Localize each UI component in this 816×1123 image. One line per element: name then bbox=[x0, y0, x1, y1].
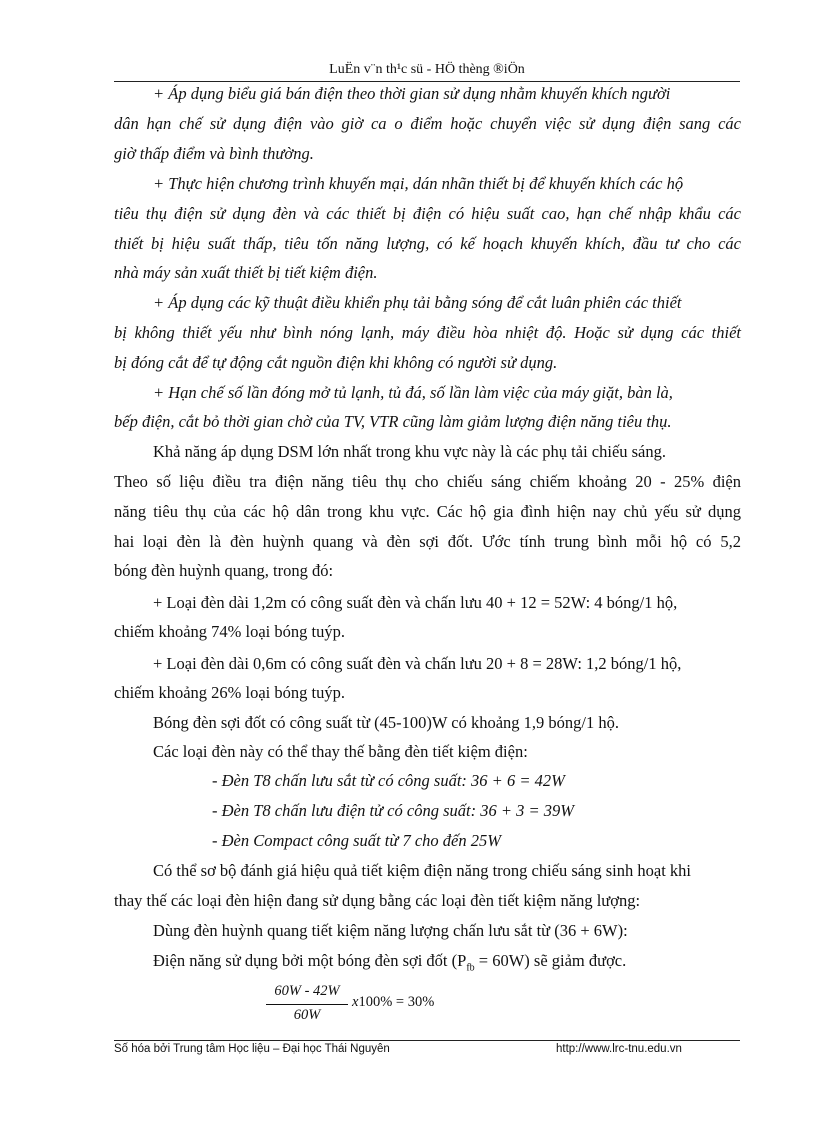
bullet-time-of-use-tariff: + Áp dụng biểu giá bán điện theo thời gian sử dụng nhằm khuyến khích người bbox=[153, 84, 671, 103]
body-line: bị không thiết yếu như bình nóng lạnh, máy điều hòa nhiệt độ. Hoặc sử dụng các thiết bbox=[114, 323, 741, 342]
body-line: bị đóng cắt để tự động cắt nguồn điện khi không có người sử dụng. bbox=[114, 353, 558, 372]
body-line: tiêu thụ điện sử dụng đèn và các thiết bị điện có hiệu suất cao, hạn chế nhập khẩu các bbox=[114, 204, 741, 223]
body-line: Theo số liệu điều tra điện năng tiêu thụ cho chiếu sáng chiếm khoảng 20 - 25% điện bbox=[114, 472, 741, 491]
footer-rule bbox=[114, 1040, 740, 1041]
body-line-incandescent-power: Điện năng sử dụng bởi một bóng đèn sợi đốt $(P_{fb} = 60W)$ sẽ giảm được. bbox=[153, 951, 627, 974]
bullet-lamp-1-2m: + Loại đèn dài 1,2m có công suất đèn và chấn lưu 40 + 12 = 52W: 4 bóng/1 hộ, bbox=[153, 593, 678, 612]
formula-numerator: 60W - 42W bbox=[274, 983, 340, 999]
body-line: giờ thấp điểm và bình thường. bbox=[114, 144, 314, 163]
bullet-promotion-program: + Thực hiện chương trình khuyến mại, dán nhãn thiết bị để khuyến khích các hộ bbox=[153, 174, 684, 193]
body-line: năng tiêu thụ của các hộ dân trong khu vực. Các hộ gia đình hiện nay chủ yếu sử dụng bbox=[114, 502, 741, 521]
formula-result: x100% = 30% bbox=[352, 994, 435, 1010]
body-line: bếp điện, cắt bỏ thời gian chờ của TV, VTR cũng làm giảm lượng điện năng tiêu thụ. bbox=[114, 412, 672, 431]
formula-denominator: 60W bbox=[293, 1007, 321, 1023]
footer-source: Số hóa bởi Trung tâm Học liệu – Đại học Thái Nguyên bbox=[114, 1043, 390, 1055]
bullet-load-control: + Áp dụng các kỹ thuật điều khiển phụ tải bằng sóng để cắt luân phiên các thiết bbox=[153, 293, 682, 312]
paragraph-dsm-lighting: Khả năng áp dụng DSM lớn nhất trong khu vực này là các phụ tải chiếu sáng. bbox=[153, 442, 667, 461]
list-item-t8-electronic: - Đèn T8 chấn lưu điện tử có công suất: 36 + 3 = 39W bbox=[212, 801, 574, 820]
bullet-limit-appliance-use: + Hạn chế số lần đóng mở tủ lạnh, tủ đá, số lần làm việc của máy giặt, bàn là, bbox=[153, 383, 673, 402]
bullet-lamp-0-6m: + Loại đèn dài 0,6m có công suất đèn và chấn lưu 20 + 8 = 28W: 1,2 bóng/1 hộ, bbox=[153, 654, 682, 673]
paragraph-efficiency: Có thể sơ bộ đánh giá hiệu quả tiết kiệm điện năng trong chiếu sáng sinh hoạt khi bbox=[153, 861, 691, 880]
body-line: chiếm khoảng 26% loại bóng tuýp. bbox=[114, 683, 345, 702]
running-header: LuËn v¨n th¹c sü - HÖ thèng ®iÖn bbox=[329, 62, 525, 77]
body-line: Bóng đèn sợi đốt có công suất từ (45-100)W có khoảng 1,9 bóng/1 hộ. bbox=[153, 713, 620, 732]
fraction-bar bbox=[266, 1004, 348, 1005]
body-line: Các loại đèn này có thể thay thế bằng đèn tiết kiệm điện: bbox=[153, 742, 528, 761]
body-line: Dùng đèn huỳnh quang tiết kiệm năng lượng chấn lưu sắt từ (36 + 6W): bbox=[153, 921, 628, 940]
body-line: dân hạn chế sử dụng điện vào giờ ca o điểm hoặc chuyển việc sử dụng điện sang các bbox=[114, 114, 741, 133]
list-item-t8-magnetic: - Đèn T8 chấn lưu sắt từ có công suất: 36 + 6 = 42W bbox=[212, 771, 565, 790]
list-item-compact: - Đèn Compact công suất từ 7 cho đến 25W bbox=[212, 831, 501, 850]
body-line: thiết bị hiệu suất thấp, tiêu tốn năng lượng, có kế hoạch khuyến khích, đầu tư cho các bbox=[114, 234, 741, 253]
body-line: hai loại đèn là đèn huỳnh quang và đèn sợi đốt. Ước tính trung bình mỗi hộ có 5,2 bbox=[114, 532, 741, 551]
body-line: thay thế các loại đèn hiện đang sử dụng bằng các loại đèn tiết kiệm năng lượng: bbox=[114, 891, 641, 910]
footer-url[interactable]: http://www.lrc-tnu.edu.vn bbox=[556, 1043, 682, 1055]
body-line: bóng đèn huỳnh quang, trong đó: bbox=[114, 561, 334, 580]
header-rule bbox=[114, 81, 740, 82]
body-line: chiếm khoảng 74% loại bóng tuýp. bbox=[114, 622, 345, 641]
body-line: nhà máy sản xuất thiết bị tiết kiệm điện. bbox=[114, 263, 378, 282]
